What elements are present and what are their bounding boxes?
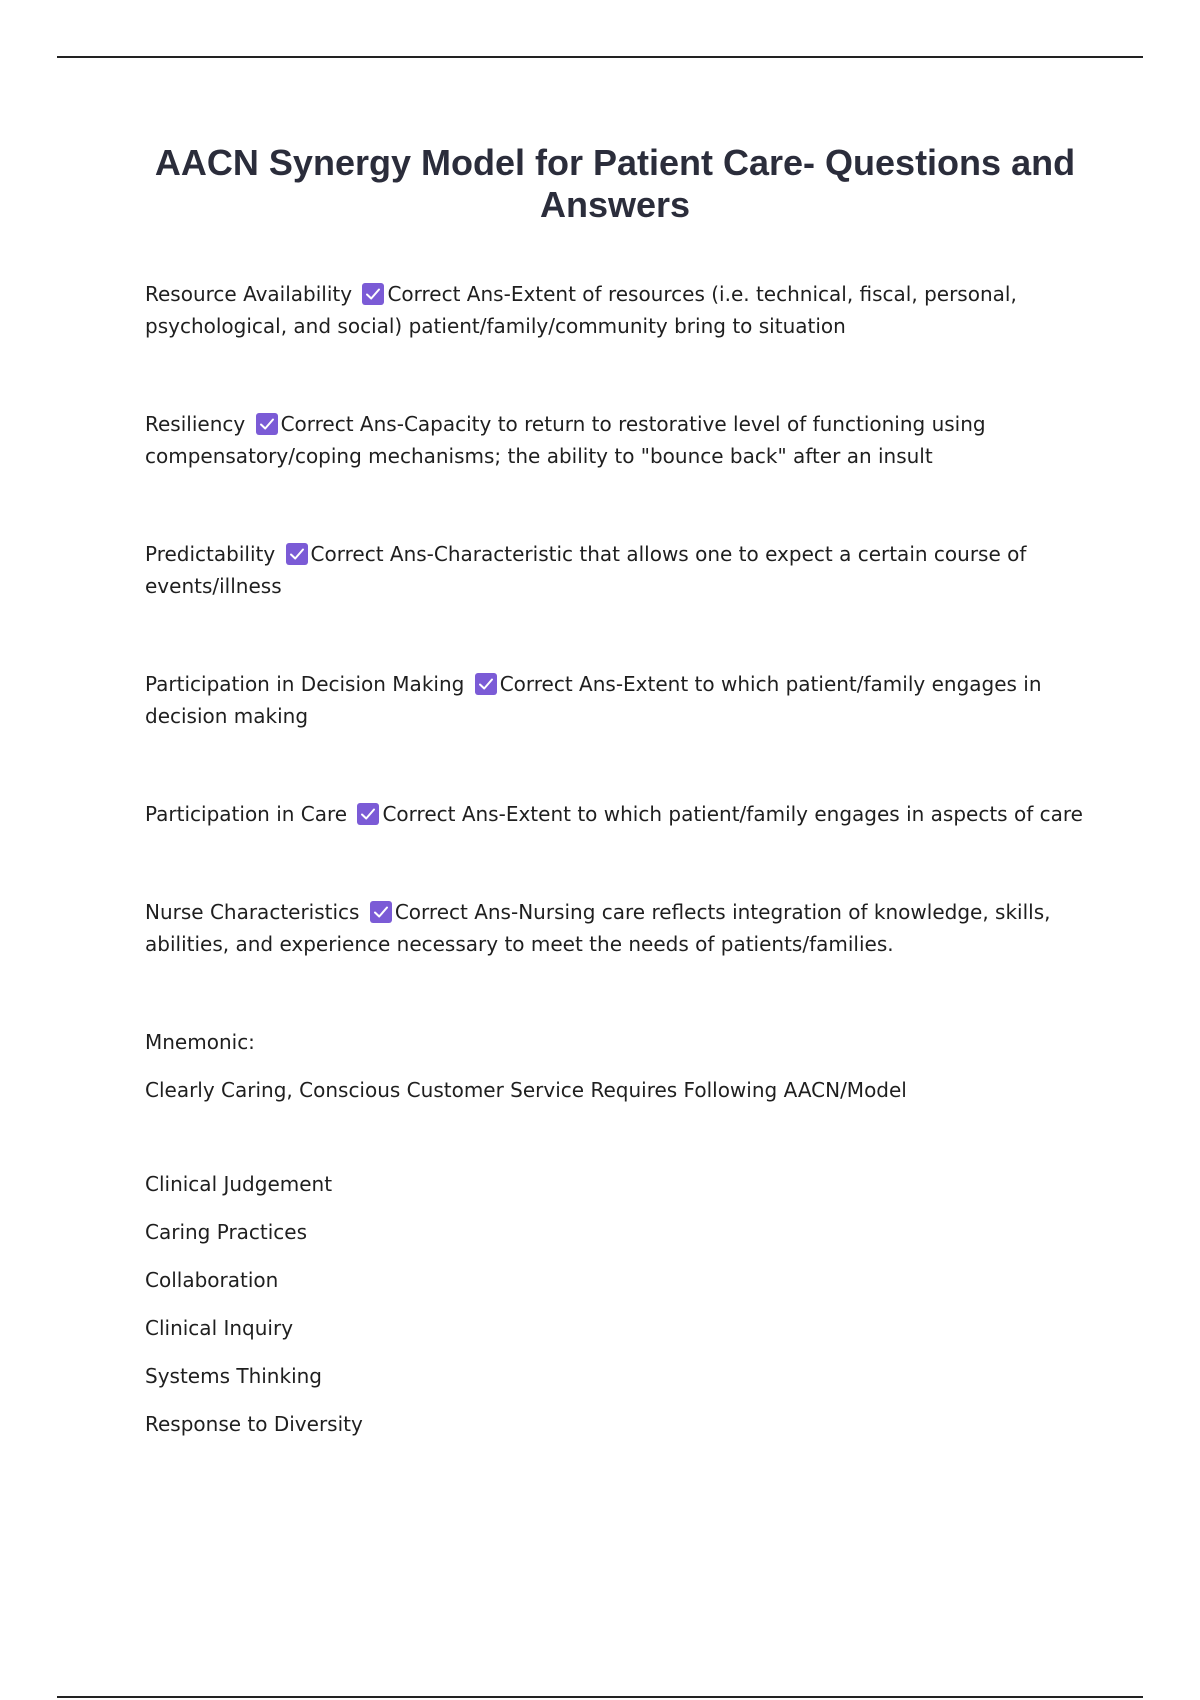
list-item: Clinical Judgement [145,1172,333,1196]
answer-prefix: Correct Ans- [499,672,624,696]
answer-prefix: Correct Ans- [280,412,404,436]
qa-item [145,668,1085,732]
answer-prefix: Correct Ans- [387,282,511,306]
qa-item [145,896,1085,960]
qa-term: Predictability [145,542,276,566]
qa-answer: Extent of resources (i.e. technical, fiscal, personal, psychological, and social) patient/family/community bring to situation [145,282,1017,338]
qa-item [145,278,1085,342]
qa-item [145,798,1085,830]
qa-answer: Capacity to return to restorative level of functioning using compensatory/coping mechanisms; the ability to "bounce back" after an insult [145,412,986,468]
checkbox-checked-icon [286,543,308,565]
qa-term: Nurse Characteristics [145,900,360,924]
checkbox-checked-icon [357,803,379,825]
checkbox-checked-icon [256,413,278,435]
qa-item [145,408,1085,472]
mnemonic-label: Mnemonic: [145,1030,255,1054]
checkbox-checked-icon [362,283,384,305]
checkbox-checked-icon [370,901,392,923]
checkbox-checked-icon [475,673,497,695]
page-title: AACN Synergy Model for Patient Care- Questions and Answers [154,142,1076,225]
list-item: Response to Diversity [145,1412,363,1436]
qa-answer: Nursing care reflects integration of knowledge, skills, abilities, and experience necessary to meet the needs of patients/families. [145,900,1051,956]
qa-term: Participation in Decision Making [145,672,465,696]
qa-answer: Extent to which patient/family engages in decision making [145,672,1042,728]
answer-prefix: Correct Ans- [394,900,519,924]
qa-term: Participation in Care [145,802,348,826]
qa-answer: Characteristic that allows one to expect a certain course of events/illness [145,542,1027,598]
qa-term: Resiliency [145,412,246,436]
list-item: Collaboration [145,1268,279,1292]
answer-prefix: Correct Ans- [310,542,434,566]
list-item: Systems Thinking [145,1364,322,1388]
list-item: Caring Practices [145,1220,308,1244]
bottom-divider [57,1696,1143,1698]
qa-term: Resource Availability [145,282,353,306]
list-item: Clinical Inquiry [145,1316,294,1340]
answer-prefix: Correct Ans- [382,802,506,826]
qa-answer: Extent to which patient/family engages in aspects of care [505,802,1083,826]
mnemonic-text: Clearly Caring, Conscious Customer Service Requires Following AACN/Model [145,1078,907,1102]
qa-item [145,538,1085,602]
top-divider [57,56,1143,58]
document-body [145,278,1085,1456]
